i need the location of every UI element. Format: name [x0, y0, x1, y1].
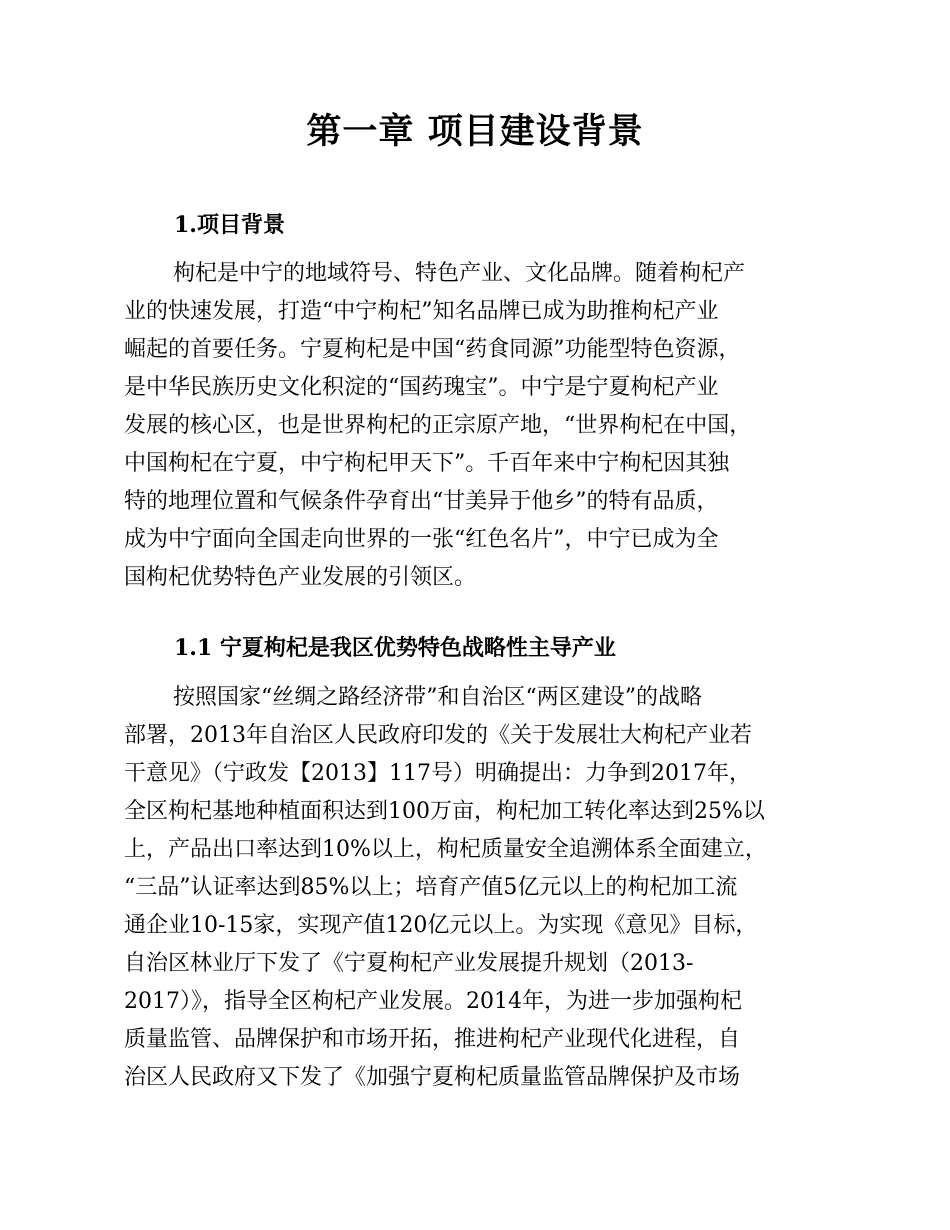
text-line: 发展的核心区，也是世界枸杞的正宗原产地，“世界枸杞在中国， — [124, 413, 752, 438]
text-line: 自治区林业厅下发了《宁夏枸杞产业发展提升规划（2013- — [124, 951, 694, 976]
text-line: 通企业10-15家，实现产值120亿元以上。为实现《意见》目标， — [124, 913, 758, 938]
text-line: 特的地理位置和气候条件孕育出“甘美异于他乡”的特有品质， — [124, 489, 719, 514]
text-line: 枸杞是中宁的地域符号、特色产业、文化品牌。随着枸杞产 — [173, 261, 746, 286]
chapter-title: 第一章 项目建设背景 — [306, 111, 644, 152]
text-line: 国枸杞优势特色产业发展的引领区。 — [124, 565, 477, 590]
text-line: 质量监管、品牌保护和市场开拓，推进枸杞产业现代化进程，自 — [124, 1027, 741, 1052]
text-line: 按照国家“丝绸之路经济带”和自治区“两区建设”的战略 — [173, 685, 702, 710]
section-heading-ningxia-wolfberry: 1.1 宁夏枸杞是我区优势特色战略性主导产业 — [174, 635, 616, 661]
text-line: 全区枸杞基地种植面积达到100万亩，枸杞加工转化率达到25%以 — [124, 799, 765, 824]
text-line: “三品”认证率达到85%以上；培育产值5亿元以上的枸杞加工流 — [124, 875, 738, 900]
text-line: 崛起的首要任务。宁夏枸杞是中国“药食同源”功能型特色资源， — [124, 337, 741, 362]
text-line: 成为中宁面向全国走向世界的一张“红色名片”，中宁已成为全 — [124, 527, 719, 552]
text-line: 是中华民族历史文化积淀的“国药瑰宝”。中宁是宁夏枸杞产业 — [124, 375, 719, 400]
section-heading-project-background: 1.项目背景 — [174, 212, 285, 238]
paragraph-ningxia-wolfberry — [124, 679, 844, 1097]
text-line: 干意见》（宁政发【2013】117号）明确提出：力争到2017年， — [124, 761, 751, 786]
text-line: 部署，2013年自治区人民政府印发的《关于发展壮大枸杞产业若 — [124, 723, 752, 748]
paragraph-project-background — [124, 255, 844, 597]
text-line: 中国枸杞在宁夏，中宁枸杞甲天下”。千百年来中宁枸杞因其独 — [124, 451, 730, 476]
text-line: 业的快速发展，打造“中宁枸杞”知名品牌已成为助推枸杞产业 — [124, 299, 719, 324]
text-line: 上，产品出口率达到10%以上，枸杞质量安全追溯体系全面建立， — [124, 837, 767, 862]
text-line: 治区人民政府又下发了《加强宁夏枸杞质量监管品牌保护及市场 — [124, 1065, 741, 1090]
text-line: 2017）》，指导全区枸杞产业发展。2014年，为进一步加强枸杞 — [124, 989, 742, 1014]
